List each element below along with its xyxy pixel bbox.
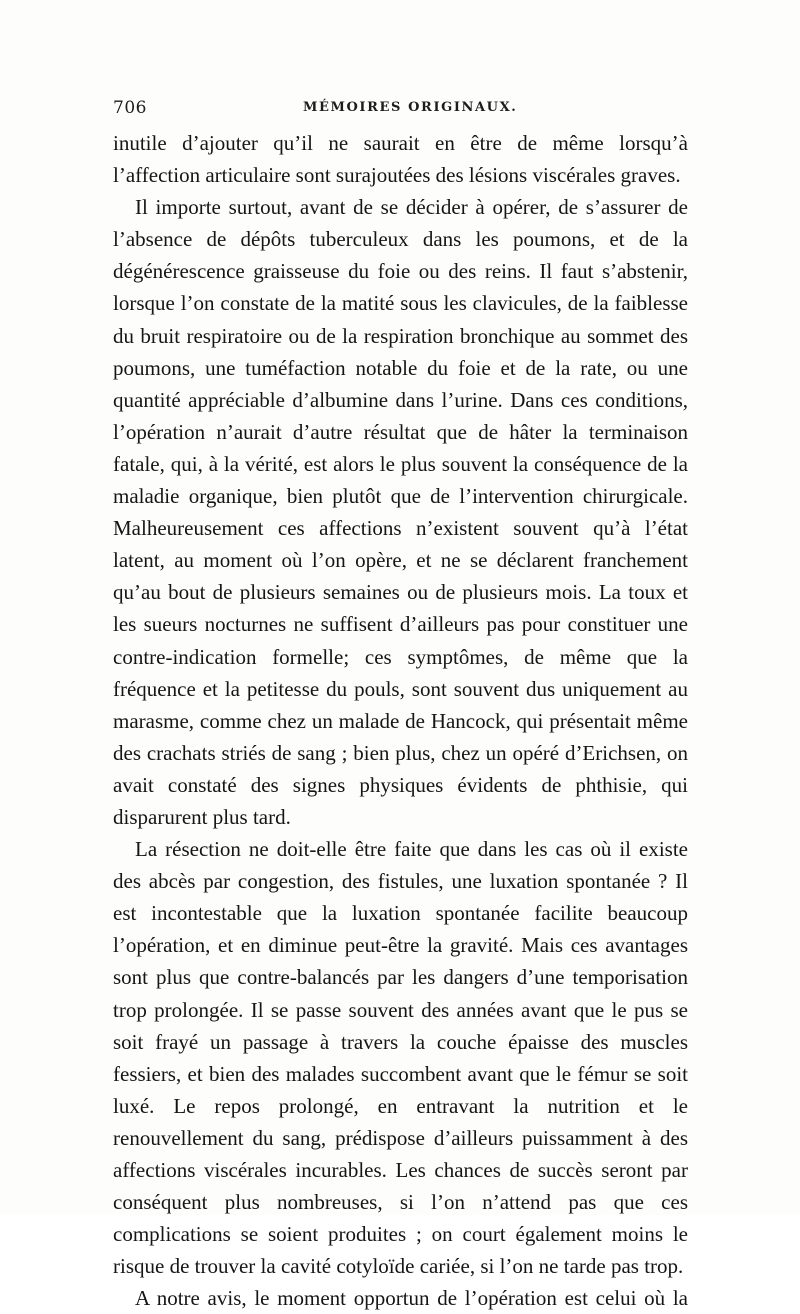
paragraph-3: La résection ne doit-elle être faite que dans les cas où il existe des abcès par congestion, des fistules, une luxation spontanée ? Il est incontestable que la luxation spontanée facilite beaucoup l’opération, et en diminue peut-être la gravité. Mais ces avantages sont plus que contre-balancés par les dangers d’une temporisation trop prolongée. Il se passe souvent des années avant que le pus se soit frayé un passage à travers la couche épaisse des muscles fessiers, et bien des malades succombent avant que le fémur se soit luxé. Le repos prolongé, en entravant la nutrition et le renouvellement du sang, prédispose d’ailleurs puissamment à des affections viscérales incurables. Les chances de succès seront par conséquent plus nombreuses, si l’on n’attend pas que ces complications se soient produites ; on court également moins le risque de trouver la cavité cotyloïde cariée, si l’on ne tarde pas trop.: [113, 837, 688, 1279]
page-number: 706: [113, 98, 147, 118]
running-head: [113, 98, 686, 124]
paragraph-1: inutile d’ajouter qu’il ne saurait en être de même lorsqu’à l’affection articulaire sont surajoutées des lésions viscérales graves.: [113, 131, 688, 188]
paragraph-2: Il importe surtout, avant de se décider à opérer, de s’assurer de l’absence de dépôts tuberculeux dans les poumons, et de la dégénérescence graisseuse du foie ou des reins. Il faut s’abstenir, lorsque l’on constate de la matité sous les clavicules, de la faiblesse du bruit respiratoire ou de la respiration bronchique au sommet des poumons, une tuméfaction notable du foie et de la rate, ou une quantité appréciable d’albumine dans l’urine. Dans ces conditions, l’opération n’aurait d’autre résultat que de hâter la terminaison fatale, qui, à la vérité, est alors le plus souvent la conséquence de la maladie organique, bien plutôt que de l’intervention chirurgicale. Malheureusement ces affections n’existent souvent qu’à l’état latent, au moment où l’on opère, et ne se déclarent franchement qu’au bout de plusieurs semaines ou de plusieurs mois. La toux et les sueurs nocturnes ne suffisent d’ailleurs pas pour constituer une contre-indication formelle; ces symptômes, de même que la fréquence et la petitesse du pouls, sont souvent dus uniquement au marasme, comme chez un malade de Hancock, qui présentait même des crachats striés de sang ; bien plus, chez un opéré d’Erichsen, on avait constaté des signes physiques évidents de phthisie, qui disparurent plus tard.: [113, 195, 688, 829]
body-text: [113, 127, 688, 1314]
running-title: MÉMOIRES ORIGINAUX.: [303, 100, 518, 115]
paragraph-4: A notre avis, le moment opportun de l’opération est celui où la: [135, 1286, 688, 1311]
